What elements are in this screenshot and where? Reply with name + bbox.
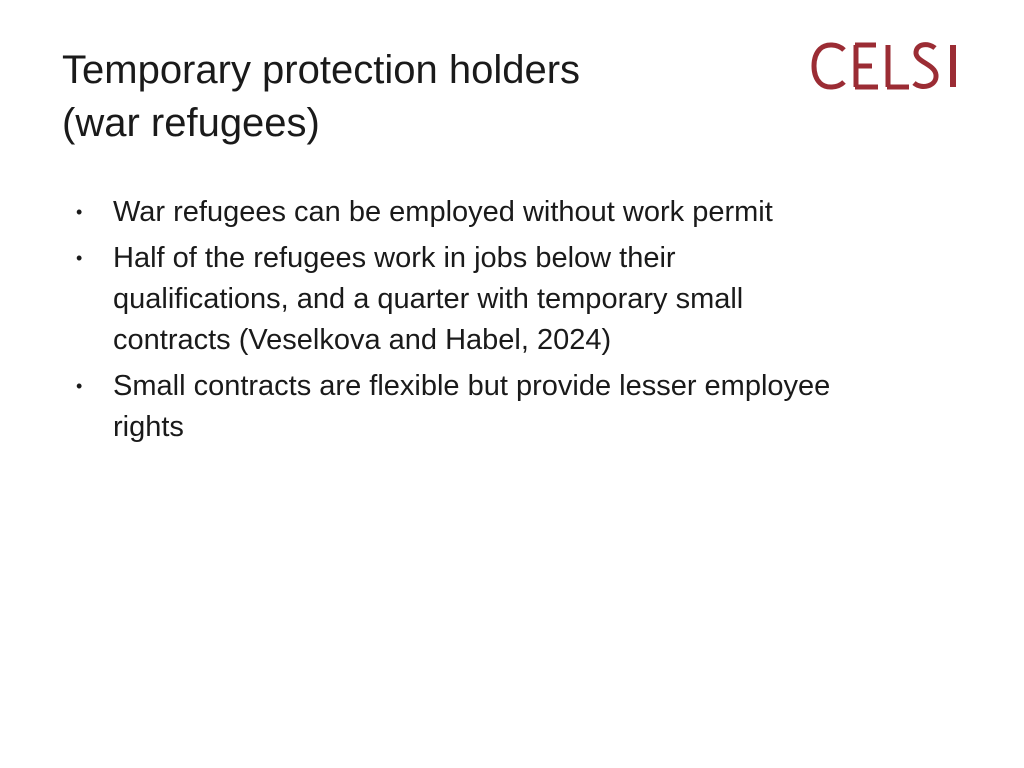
celsi-logo	[808, 38, 968, 94]
bullet-icon: •	[76, 376, 83, 396]
bullet-line: qualifications, and a quarter with temporary small	[113, 283, 744, 315]
bullet-list	[66, 192, 986, 453]
bullet-icon: •	[76, 248, 83, 268]
title-line: Temporary protection holders	[62, 48, 581, 92]
bullet-line: rights	[113, 411, 184, 443]
bullet-line: Half of the refugees work in jobs below their	[113, 242, 676, 274]
bullet-icon: •	[76, 202, 83, 222]
celsi-logo-mark	[808, 38, 968, 94]
bullet-line: contracts (Veselkova and Habel, 2024)	[113, 324, 612, 356]
bullet-line: Small contracts are flexible but provide lesser employee	[113, 370, 831, 402]
bullet-item	[66, 366, 986, 448]
bullet-item	[66, 238, 986, 361]
bullet-line: War refugees can be employed without work permit	[113, 196, 773, 228]
slide-title	[62, 44, 742, 150]
title-line: (war refugees)	[62, 101, 320, 145]
bullet-item	[66, 192, 986, 233]
